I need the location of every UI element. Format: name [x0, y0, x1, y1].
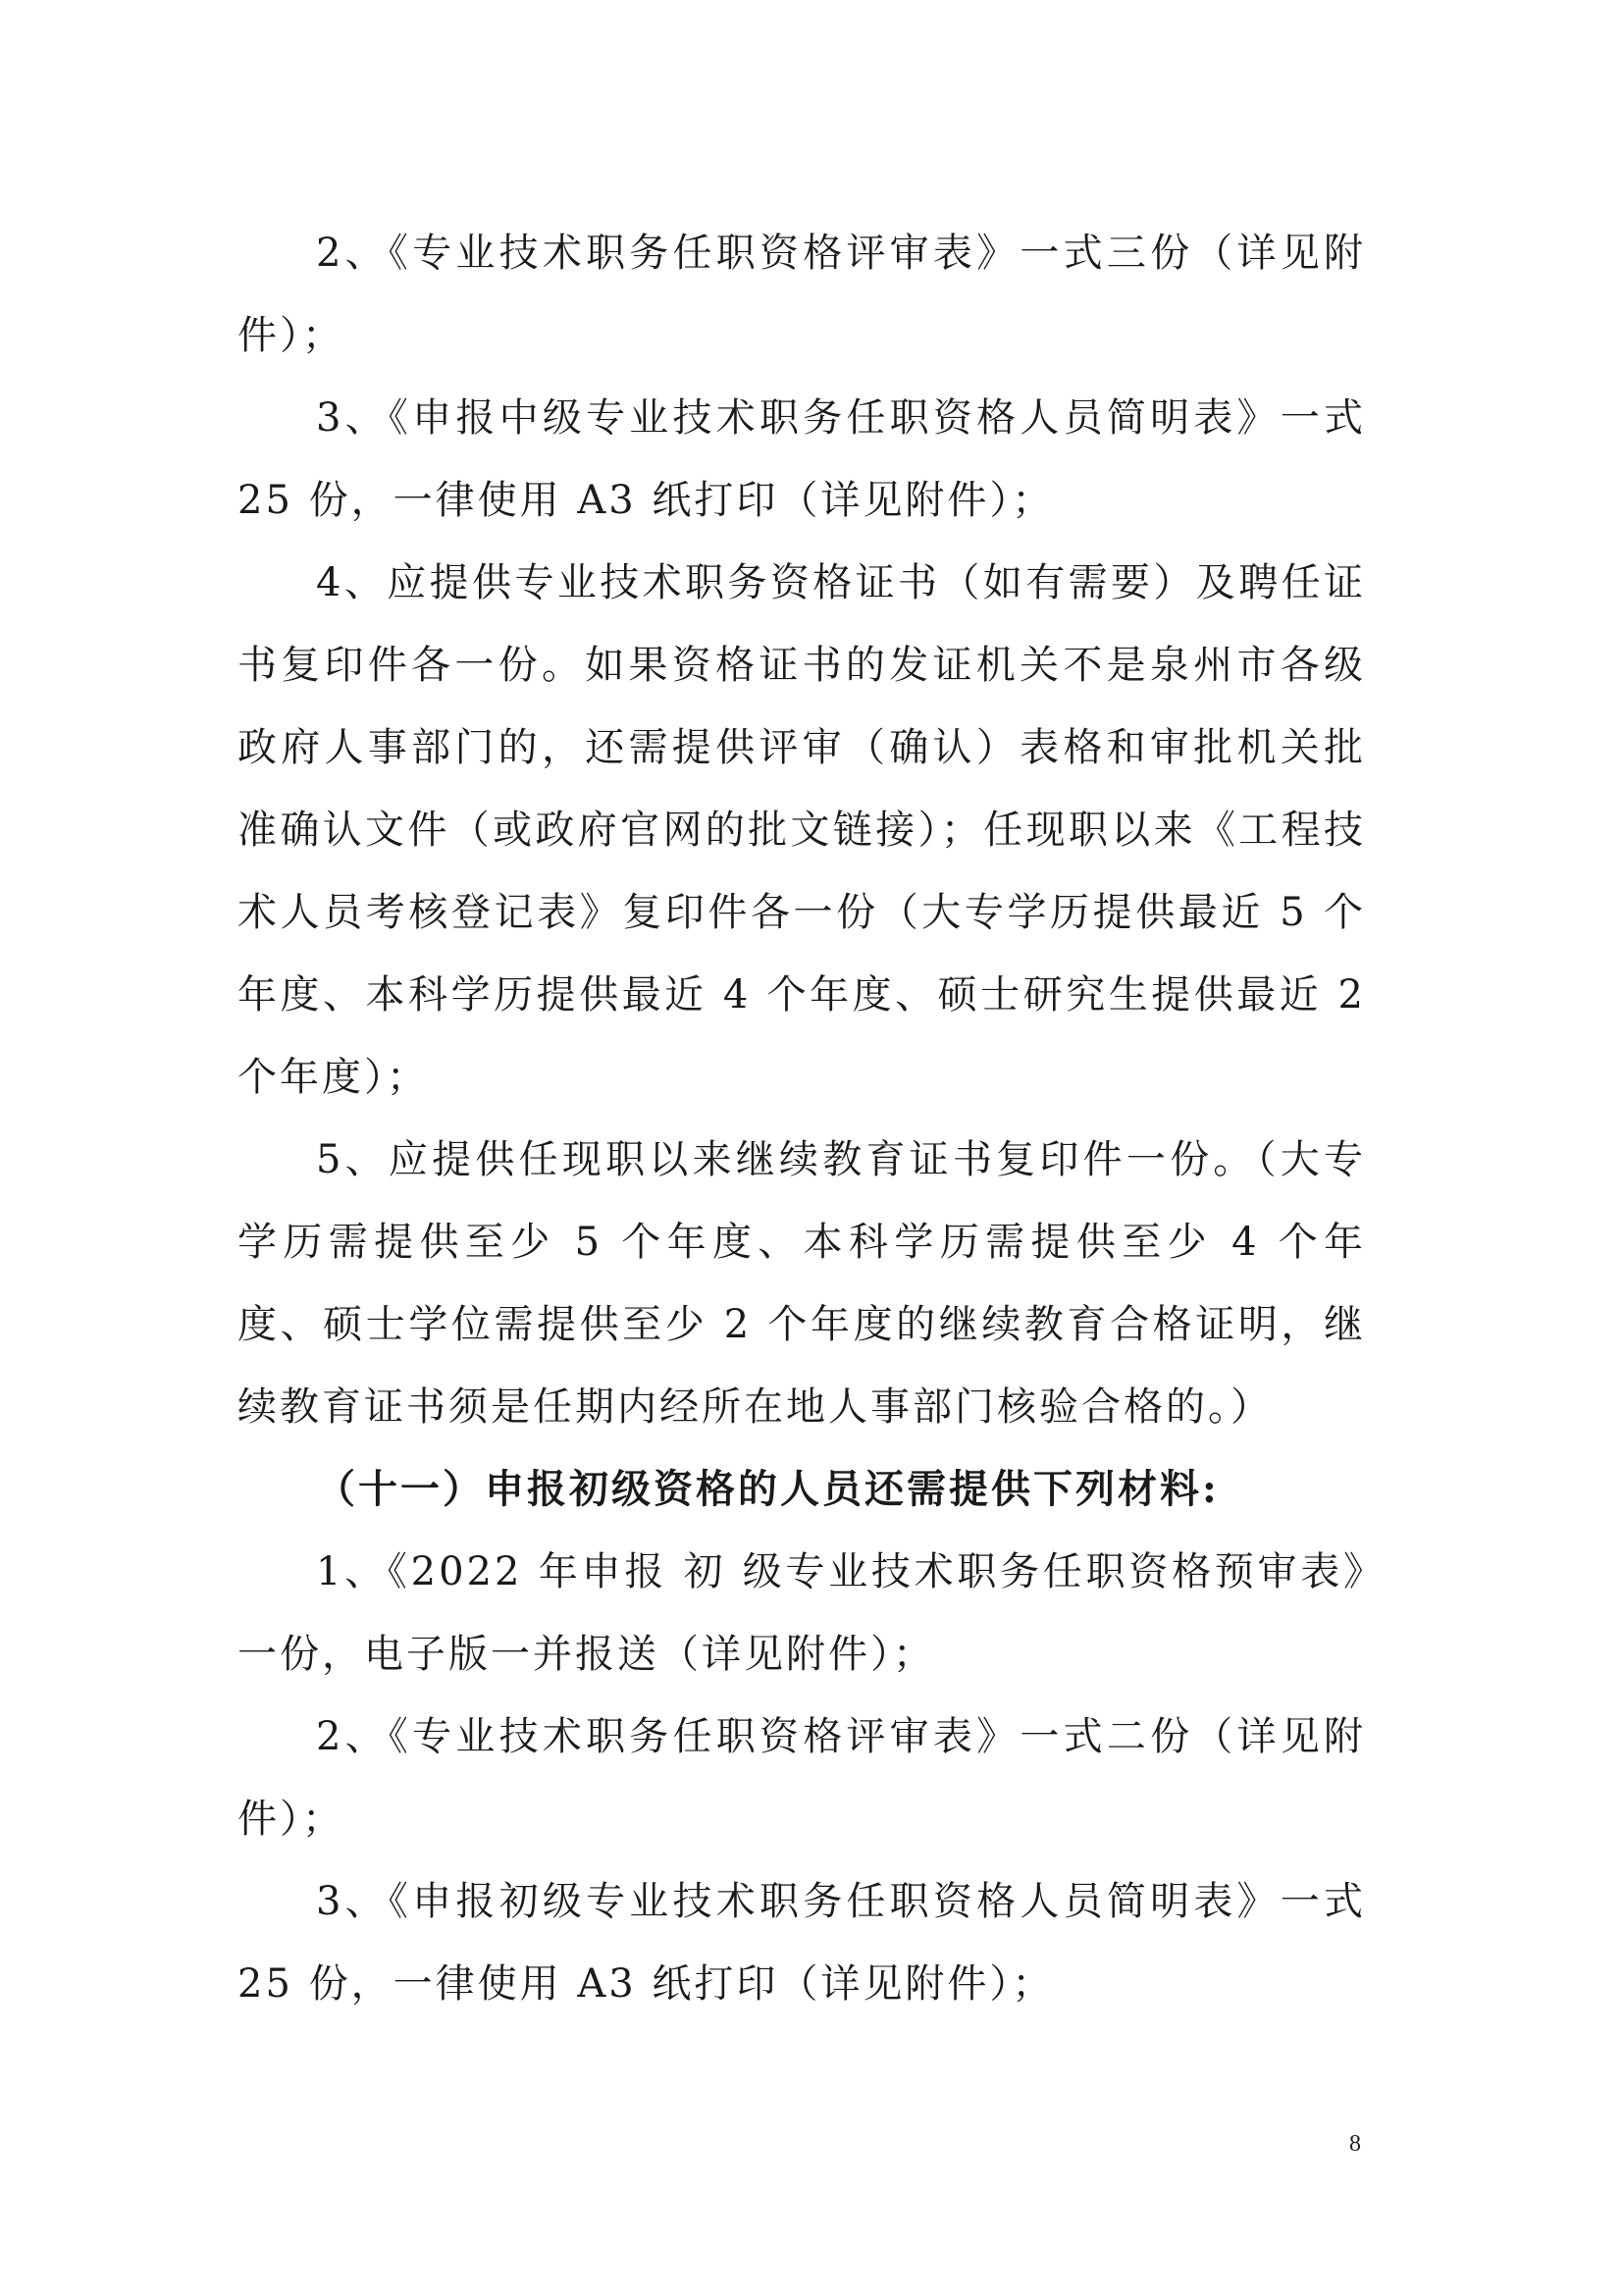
section-item-1: 1、《2022 年申报 初 级专业技术职务任职资格预审表》一份，电子版一并报送（详见附件）； [237, 1549, 1366, 1677]
section-item-3: 3、《申报初级专业技术职务任职资格人员简明表》一式 25 份，一律使用 A3 纸打印（详见附件）； [237, 1879, 1366, 2007]
paragraph-item-3: 3、《申报中级专业技术职务任职资格人员简明表》一式 25 份，一律使用 A3 纸打印（详见附件）； [237, 395, 1366, 523]
paragraph-item-4: 4、应提供专业技术职务资格证书（如有需要）及聘任证书复印件各一份。如果资格证书的发证机关不是泉州市各级政府人事部门的，还需提供评审（确认）表格和审批机关批准确认文件（或政府官网的批文链接）；任现职以来《工程技术人员考核登记表》复印件各一份（大专学历提供最近 5 个年度、本科学历提供最近 4 个年度、硕士研究生提供最近 2 个年度）； [237, 560, 1366, 1100]
page-number: 8 [1349, 2131, 1361, 2157]
paragraph-item-5: 5、应提供任现职以来继续教育证书复印件一份。（大专学历需提供至少 5 个年度、本科学历需提供至少 4 个年度、硕士学位需提供至少 2 个年度的继续教育合格证明，继续教育证书须是任期内经所在地人事部门核验合格的。） [237, 1137, 1366, 1430]
document-body [237, 212, 1366, 2025]
section-item-2: 2、《专业技术职务任职资格评审表》一式二份（详见附件）； [237, 1714, 1366, 1842]
section-heading: （十一）申报初级资格的人员还需提供下列材料: [316, 1466, 1220, 1512]
paragraph-item-2: 2、《专业技术职务任职资格评审表》一式三份（详见附件）； [237, 231, 1366, 358]
